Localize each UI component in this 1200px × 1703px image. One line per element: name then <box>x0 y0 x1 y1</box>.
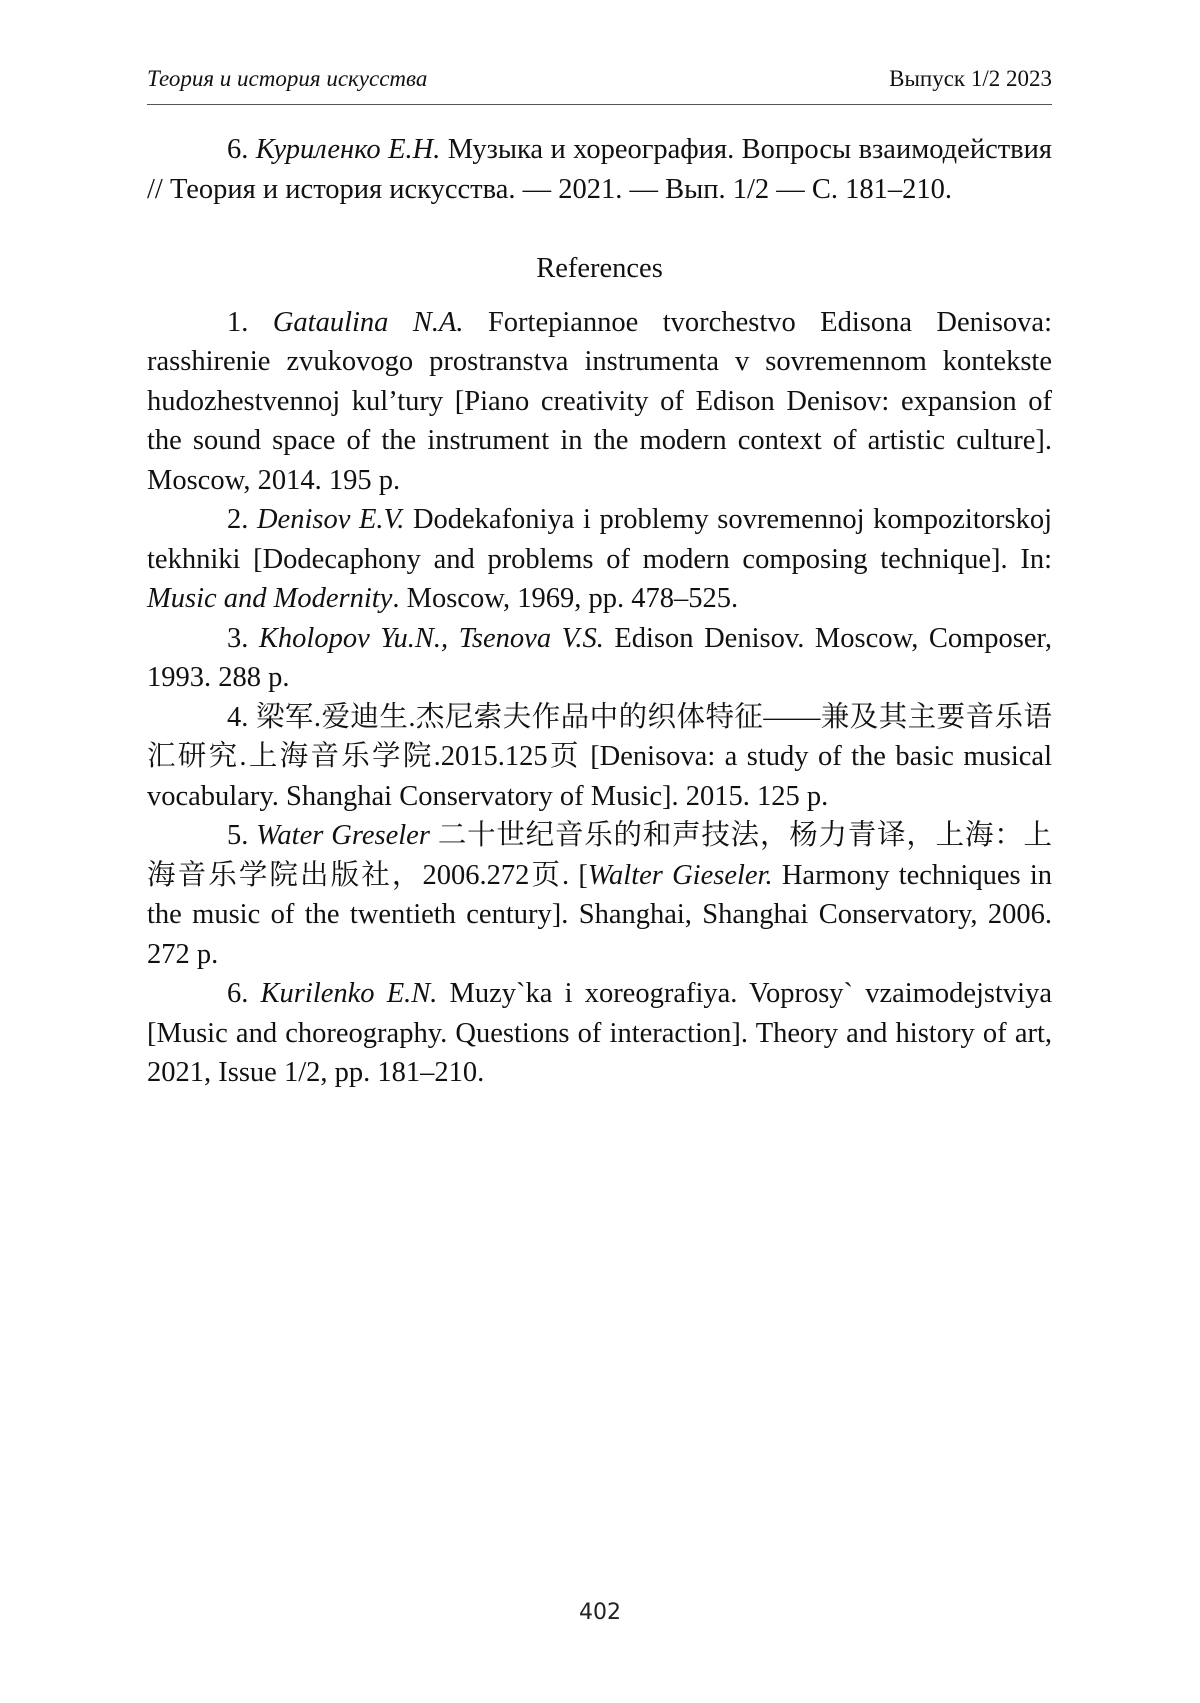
entry-number: 3. <box>227 622 249 654</box>
entry-text-tail: Harmony techniques in the music of the twentieth century]. Shanghai, Shanghai Conservatory, 2006. 272 p. <box>147 859 1052 970</box>
page-number: 402 <box>579 1600 621 1625</box>
entry-text: 梁军.爱迪生.杰尼索夫作品中的织体特征——兼及其主要音乐语汇研究.上海音乐学院.2015.125页 [Denisova: a study of the basic musical vocabulary. Shanghai Conservatory of Music]. 2015. 125 p. <box>147 701 1053 812</box>
entry-number: 6. <box>227 978 249 1009</box>
entry-translit-author: Walter Gieseler. <box>587 859 773 891</box>
preceding-entry <box>147 130 1052 209</box>
entry-author: Denisov E.V. <box>256 504 405 535</box>
running-header <box>147 64 1052 105</box>
reference-item <box>147 619 1052 698</box>
entry-number: 5. <box>227 820 249 851</box>
reference-item <box>147 974 1052 1093</box>
reference-item <box>147 816 1052 974</box>
entry-number: 6. <box>227 134 249 165</box>
reference-item <box>147 698 1052 817</box>
entry-author: Gataulina N.A. <box>272 306 464 338</box>
entry-author: Kurilenko E.N. <box>260 978 438 1009</box>
issue-label: Выпуск 1/2 2023 <box>889 66 1052 91</box>
entry-text: Музыка и хореография. Вопросы взаимодействия // Теория и история искусства. — 2021. — Вып. 1/2 — С. 181–210. <box>147 134 1052 205</box>
references-heading: References <box>536 253 663 284</box>
entry-author: Куриленко Е.Н. <box>255 134 441 165</box>
entry-number: 1. <box>227 306 249 338</box>
entry-text: Edison Denisov. Moscow, Composer, 1993. 288 p. <box>147 622 1053 693</box>
entry-source-title: Music and Modernity <box>147 583 393 614</box>
entry-number: 2. <box>227 504 249 535</box>
entry-number: 4. <box>227 701 249 733</box>
main-content <box>147 130 1052 1093</box>
entry-text: Muzy`ka i xoreografiya. Voprosy` vzaimodejstviya [Music and choreography. Questions of interaction]. Theory and history of art, 2021, Issue 1/2, pp. 181–210. <box>147 978 1052 1088</box>
entry-text: Fortepiannoe tvorchestvo Edisona Denisova: rasshirenie zvukovogo prostranstva instrumenta v sovremennom kontekste hudozhestvennoj kul’tury [Piano creativity of Edison Denisov: expansion of the sound space of the instrument in the modern context of artistic culture]. Moscow, 2014. 195 p. <box>147 306 1052 496</box>
reference-item <box>147 303 1052 501</box>
journal-title: Теория и история искусства <box>147 66 428 91</box>
entry-text: Dodekafoniya i problemy sovremennoj kompozitorskoj tekhniki [Dodecaphony and problems of modern composing technique]. In: <box>147 504 1052 575</box>
entry-text-tail: . Moscow, 1969, pp. 478–525. <box>392 583 739 614</box>
entry-author: Kholopov Yu.N., Tsenova V.S. <box>258 622 604 654</box>
reference-item <box>147 500 1052 619</box>
entry-text: 二十世纪音乐的和声技法，杨力青译，上海：上海音乐学院出版社，2006.272页. [ <box>147 820 1053 891</box>
entry-author: Water Greseler <box>256 820 430 851</box>
